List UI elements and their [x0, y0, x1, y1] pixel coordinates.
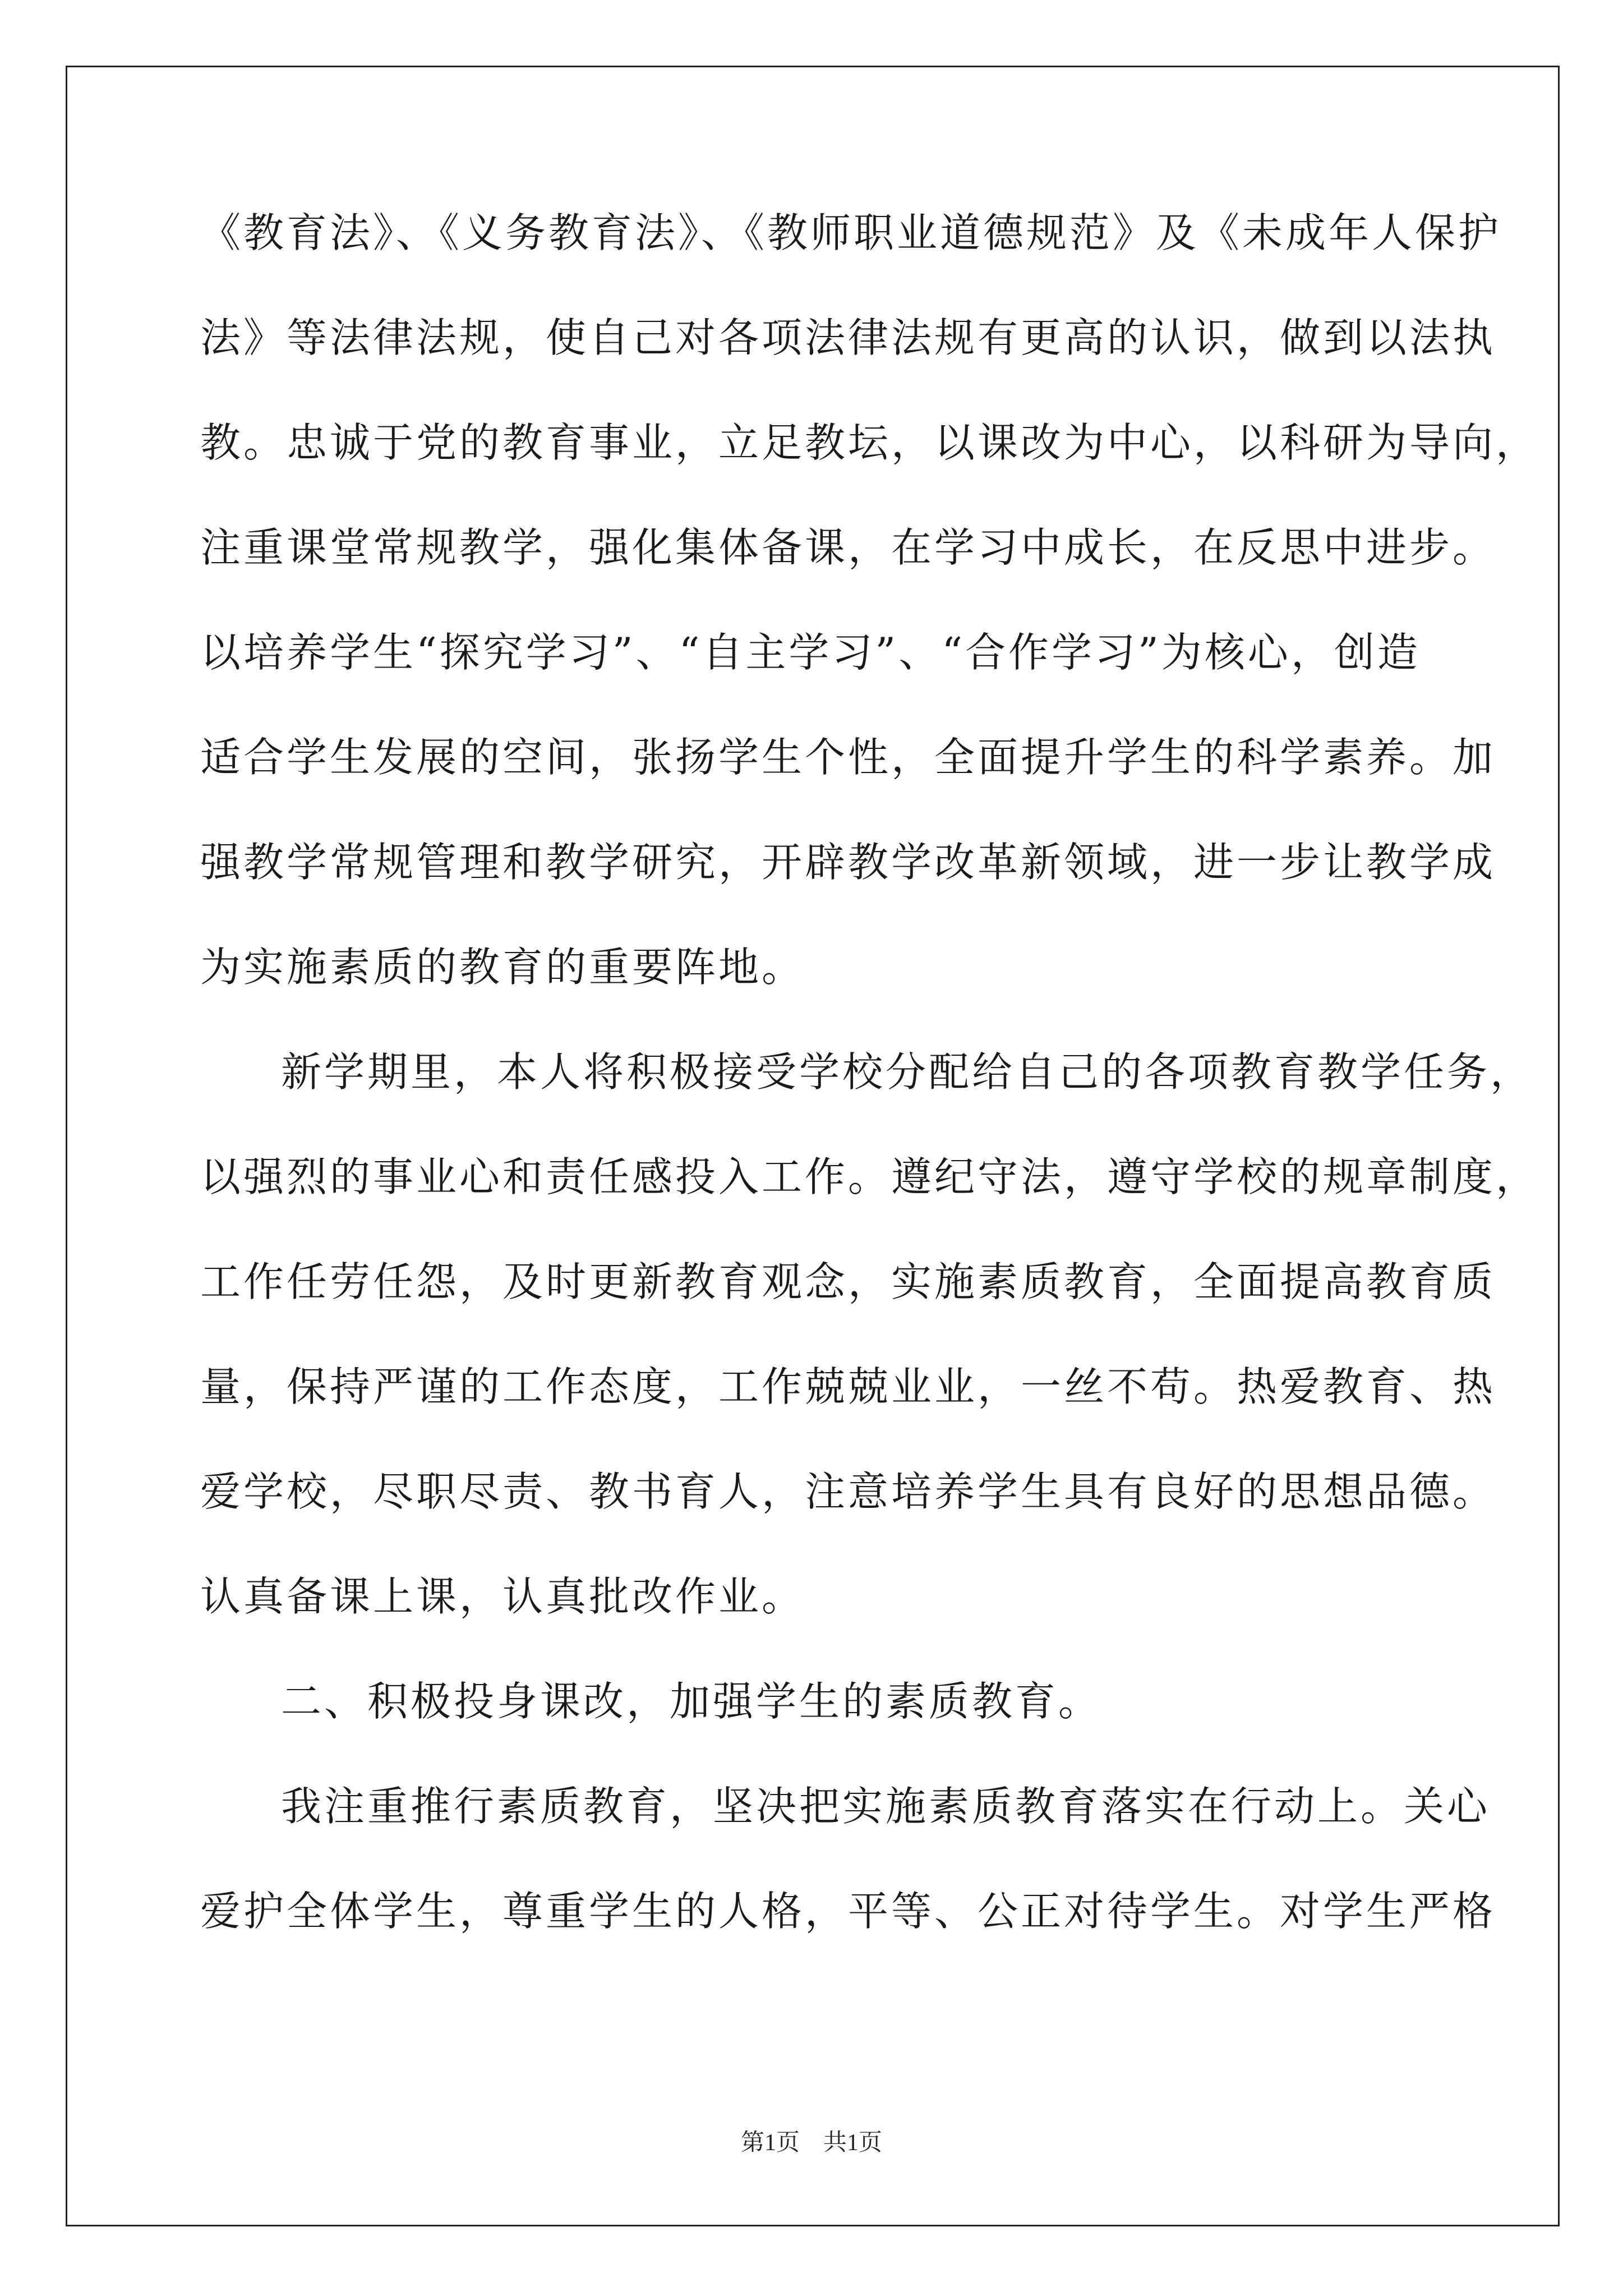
text-line: 适合学生发展的空间，张扬学生个性，全面提升学生的科学素养。加 — [200, 734, 1496, 781]
text-line: 二、积极投身课改，加强学生的素质教育。 — [281, 1678, 1102, 1725]
text-line: 教。忠诚于党的教育事业，立足教坛，以课改为中心，以科研为导向， — [200, 419, 1539, 466]
text-line: 《教育法》、《义务教育法》、《教师职业道德规范》及《未成年人保护 — [200, 209, 1502, 256]
text-line: 爱护全体学生，尊重学生的人格，平等、公正对待学生。对学生严格 — [200, 1888, 1496, 1935]
text-line: 认真备课上课，认真批改作业。 — [200, 1573, 805, 1620]
text-line: 以强烈的事业心和责任感投入工作。遵纪守法，遵守学校的规章制度， — [200, 1153, 1539, 1200]
text-line: 法》等法律法规，使自己对各项法律法规有更高的认识，做到以法执 — [200, 314, 1496, 361]
text-line: 工作任劳任怨，及时更新教育观念，实施素质教育，全面提高教育质 — [200, 1258, 1496, 1305]
text-line: 量，保持严谨的工作态度，工作兢兢业业，一丝不苟。热爱教育、热 — [200, 1363, 1496, 1410]
text-line: 注重课堂常规教学，强化集体备课，在学习中成长，在反思中进步。 — [200, 524, 1496, 571]
text-line: 以培养学生“探究学习”、“自主学习”、“合作学习”为核心，创造 — [200, 629, 1421, 676]
text-line: 新学期里，本人将积极接受学校分配给自己的各项教育教学任务， — [281, 1048, 1534, 1096]
text-line: 我注重推行素质教育，坚决把实施素质教育落实在行动上。关心 — [281, 1783, 1491, 1830]
page-footer: 第1页 共1页 — [740, 2130, 882, 2156]
text-line: 强教学常规管理和教学研究，开辟教学改革新领域，进一步让教学成 — [200, 839, 1496, 886]
document-body — [200, 209, 1539, 1994]
text-line: 为实施素质的教育的重要阵地。 — [200, 944, 805, 991]
text-line: 爱学校，尽职尽责、教书育人，注意培养学生具有良好的思想品德。 — [200, 1468, 1496, 1515]
